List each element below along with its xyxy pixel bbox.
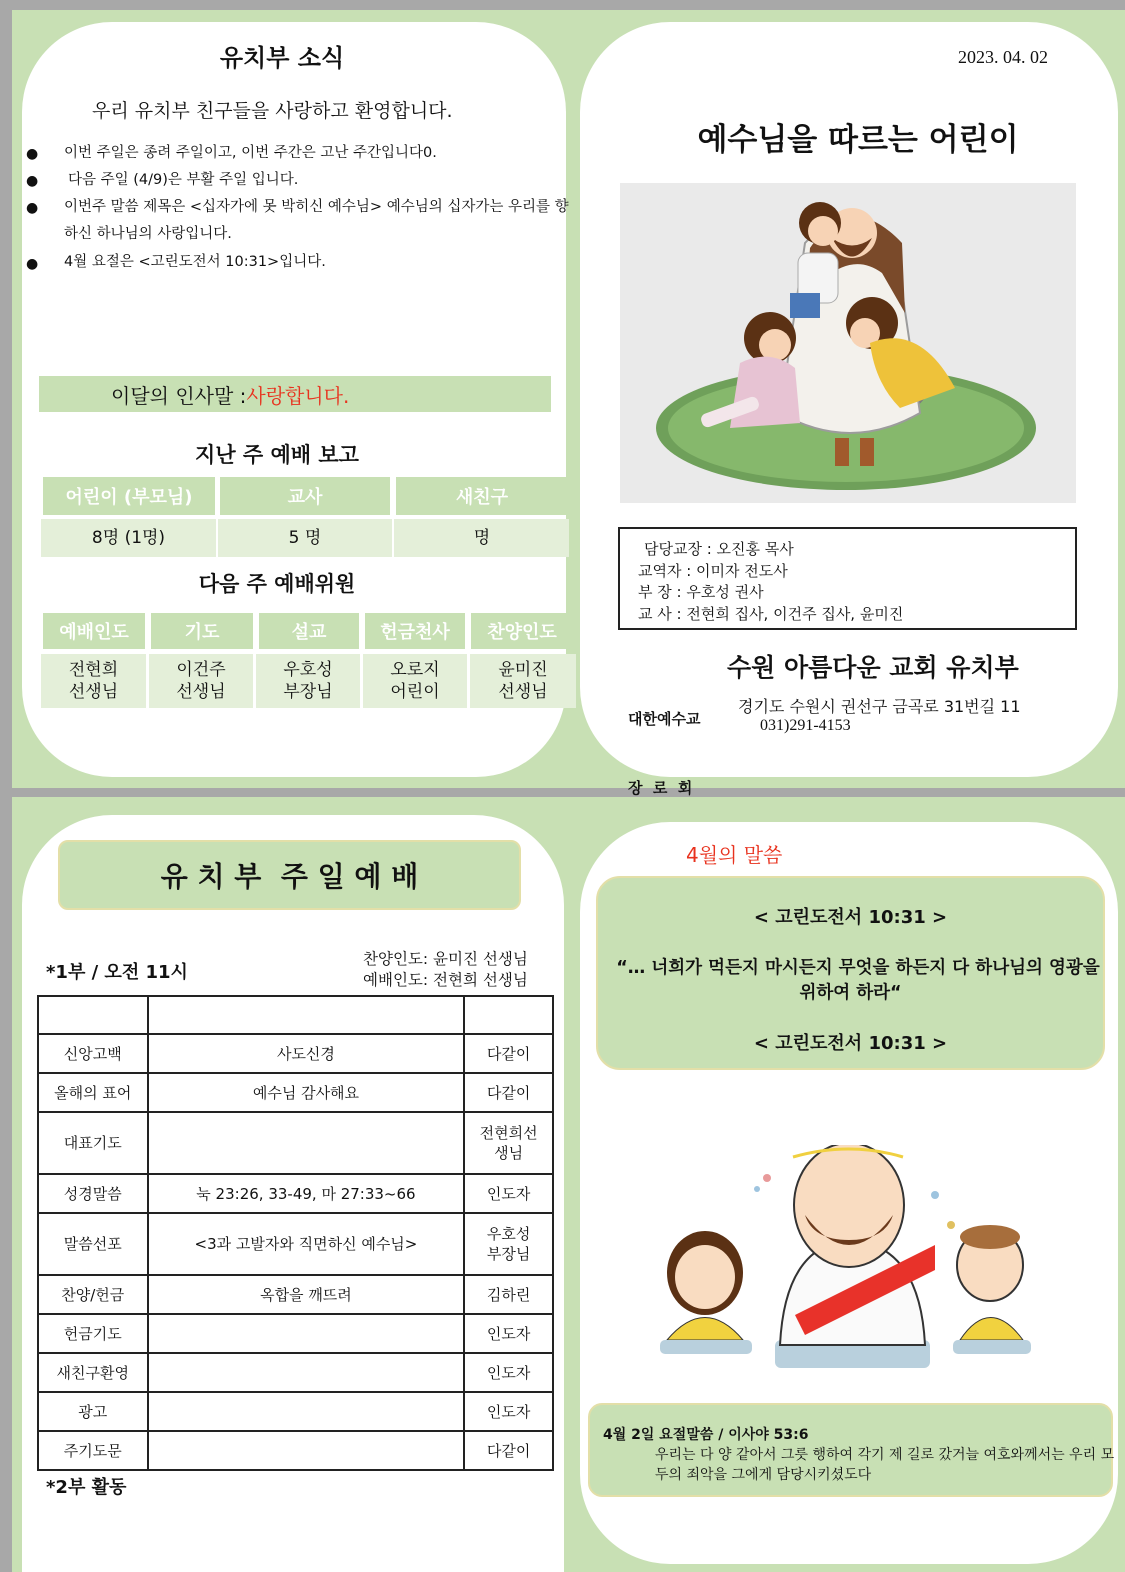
staff-box [618,527,1077,630]
table-cell: <3과 고발자와 직면하신 예수님> [148,1213,465,1275]
news-item: 이번주 말씀 제목은 <십자가에 못 박히신 예수님> 예수님의 십자가는 우리를 향 [64,199,569,215]
table-cell: 올해의 표어 [38,1073,148,1112]
table-cell [464,996,553,1034]
table-row [38,1314,553,1353]
table-cell [148,1353,465,1392]
report-header: 새친구 [396,477,568,515]
committee-cell [470,654,576,708]
table-cell: 인도자 [464,1314,553,1353]
part1-label: *1부 / 오전 11시 [46,962,188,983]
church-address: 경기도 수원시 권선구 금곡로 31번길 11 [738,697,1021,716]
worship-leader: 예배인도: 전현희 선생님 [363,971,528,989]
table-cell: 대표기도 [38,1112,148,1174]
table-cell: 말씀선포 [38,1213,148,1275]
table-cell: 전현희선 생님 [464,1112,553,1174]
committee-header: 헌금천사 [365,613,465,649]
news-item: 이번 주일은 종려 주일이고, 이번 주간은 고난 주간입니다0. [64,145,437,161]
committee-cell [256,654,360,708]
report-value: 명 [394,519,570,557]
table-cell: 다같이 [464,1073,553,1112]
bulletin-date: 2023. 04. 02 [958,47,1048,67]
committee-role: 선생님 [176,682,226,702]
staff-line: 담당교장 : 오진홍 목사 [644,540,794,558]
table-row [38,1353,553,1392]
verse-text: 위하여 하라“ [799,983,902,1003]
order-of-service-table [37,995,554,1471]
staff-line: 교 사 : 전현희 집사, 이건주 집사, 윤미진 [638,604,904,623]
worship-title-box [58,840,521,910]
table-row [38,1174,553,1213]
table-cell: 김하린 [464,1275,553,1314]
table-row [38,1073,553,1112]
report-value: 8명 (1명) [41,519,216,557]
praying-jesus-children-illustration [635,1145,1075,1375]
table-cell: 인도자 [464,1353,553,1392]
church-phone: 031)291-4153 [760,717,851,734]
welcome-text: 우리 유치부 친구들을 사랑하고 환영합니다. [92,100,453,122]
table-cell: 광고 [38,1392,148,1431]
table-cell: 인도자 [464,1392,553,1431]
table-cell [148,1431,465,1470]
committee-cell [149,654,253,708]
committee-header: 기도 [151,613,253,649]
worship-title: 유 치 부 주 일 예 배 [160,860,419,893]
news-item: 4월 요절은 <고린도전서 10:31>입니다. [64,254,326,270]
committee-cell [363,654,467,708]
bullet-dot: ● [26,200,39,216]
committee-header: 설교 [259,613,359,649]
committee-role: 선생님 [498,682,548,702]
greeting-value: 사랑합니다. [246,383,350,408]
staff-line: 교역자 : 이미자 전도사 [638,561,788,580]
news-item: 다음 주일 (4/9)은 부활 주일 입니다. [68,172,299,188]
report-value: 5 명 [218,519,392,557]
committee-name: 이건주 [176,660,226,680]
table-row [38,996,553,1034]
table-cell: 옥합을 깨뜨려 [148,1275,465,1314]
table-cell [38,996,148,1034]
memory-verse-title: 4월 2일 요절말씀 / 이사야 53:6 [603,1427,809,1443]
table-cell: 새친구환영 [38,1353,148,1392]
committee-cell [41,654,146,708]
committee-name: 오로지 [390,660,440,680]
table-cell [148,1392,465,1431]
table-cell: 다같이 [464,1431,553,1470]
bullet-dot: ● [26,146,39,162]
table-cell: 인도자 [464,1174,553,1213]
verse-ref-bottom: < 고린도전서 10:31 > [753,1033,948,1054]
committee-role: 선생님 [68,682,119,702]
table-row [38,1275,553,1314]
denomination-line: 대한예수교 [628,710,701,728]
verse-heading: 4월의 말씀 [686,843,783,867]
part2-label: *2부 활동 [46,1477,127,1498]
table-cell: 눅 23:26, 33-49, 마 27:33~66 [148,1174,465,1213]
committee-role: 부장님 [283,682,333,702]
table-row [38,1431,553,1470]
table-row [38,1112,553,1174]
committee-name: 전현희 [68,660,119,680]
committee-name: 우호성 [283,660,333,680]
table-row [38,1392,553,1431]
report-title: 지난 주 예배 보고 [195,443,359,467]
committee-header: 찬양인도 [471,613,573,649]
memory-verse-text: 두의 죄악을 그에게 담당시키셨도다 [655,1467,872,1483]
table-cell: 성경말씀 [38,1174,148,1213]
denomination-line: 장 로 회 [628,779,693,797]
greeting-box [39,376,551,412]
jesus-children-illustration [620,183,1076,503]
table-row [38,1034,553,1073]
table-cell: 찬양/헌금 [38,1275,148,1314]
table-cell [148,996,465,1034]
bullet-dot: ● [26,173,39,189]
table-cell: 다같이 [464,1034,553,1073]
committee-header: 예배인도 [43,613,145,649]
table-cell [148,1314,465,1353]
table-cell [148,1112,465,1174]
church-name: 수원 아름다운 교회 유치부 [727,653,1019,682]
news-item: 하신 하나님의 사랑입니다. [64,226,232,242]
cover-title: 예수님을 따르는 어린이 [697,122,1019,158]
verse-ref-top: < 고린도전서 10:31 > [753,907,948,928]
news-title: 유치부 소식 [219,44,345,72]
committee-role: 어린이 [390,682,440,702]
greeting-label: 이달의 인사말 : [111,383,247,408]
table-cell: 사도신경 [148,1034,465,1073]
memory-verse-text: 우리는 다 양 같아서 그릇 행하여 각기 제 길로 갔거늘 여호와께서는 우리 모 [655,1447,1115,1463]
table-cell: 신앙고백 [38,1034,148,1073]
table-row [38,1213,553,1275]
table-cell: 헌금기도 [38,1314,148,1353]
committee-name: 윤미진 [498,660,548,680]
report-header: 어린이 (부모님) [43,477,215,515]
verse-text: “… 너희가 먹든지 마시든지 무엇을 하든지 다 하나님의 영광을 [616,958,1100,978]
table-cell: 예수님 감사해요 [148,1073,465,1112]
praise-leader: 찬양인도: 윤미진 선생님 [363,950,528,968]
staff-line: 부 장 : 우호성 권사 [638,583,764,601]
committee-title: 다음 주 예배위원 [198,572,356,596]
table-cell: 우호성 부장님 [464,1213,553,1275]
report-header: 교사 [220,477,390,515]
divider [569,474,578,610]
bullet-dot: ● [26,256,39,272]
table-cell: 주기도문 [38,1431,148,1470]
